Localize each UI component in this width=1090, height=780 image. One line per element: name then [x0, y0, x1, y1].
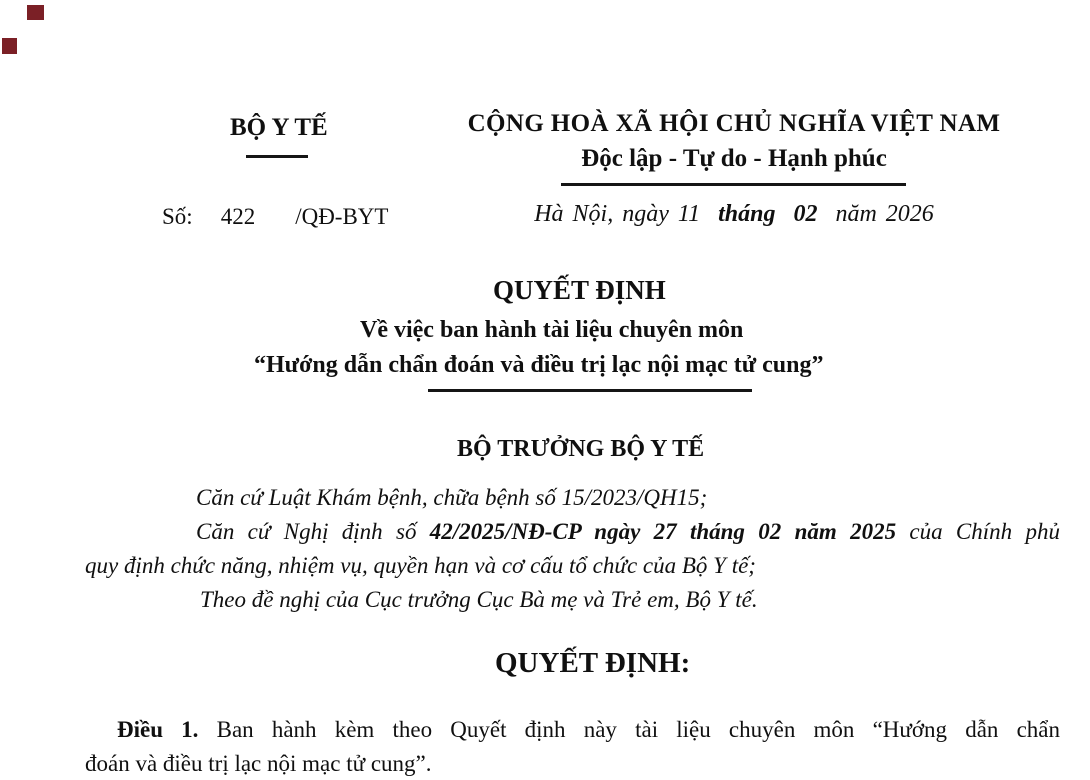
recital-proposal: Theo đề nghị của Cục trưởng Cục Bà mẹ và Trẻ em, Bộ Y tế.: [200, 587, 758, 612]
article-1-line1: Điều 1. Ban hành kèm theo Quyết định này tài liệu chuyên môn “Hướng dẫn chẩn: [117, 717, 1061, 742]
decision-heading: QUYẾT ĐỊNH:: [495, 647, 691, 679]
document-number-line: [162, 203, 388, 232]
national-header: CỘNG HOÀ XÃ HỘI CHỦ NGHĨA VIỆT NAM: [467, 110, 1001, 137]
document-name-underline: [428, 389, 752, 392]
place-date-line: Hà Nội, ngày 11 tháng 02 năm 2026: [534, 201, 934, 227]
org-underline: [246, 155, 308, 158]
issuing-org: BỘ Y TẾ: [230, 114, 328, 141]
number-suffix: /QĐ-BYT: [295, 204, 389, 229]
stamp-mark-1: [27, 5, 44, 20]
recital-decree-line1: Căn cứ Nghị định số 42/2025/NĐ-CP ngày 27 tháng 02 năm 2025 của Chính phủ: [196, 519, 1060, 544]
authority-heading: BỘ TRƯỞNG BỘ Y TẾ: [457, 436, 705, 462]
national-motto: Độc lập - Tự do - Hạnh phúc: [581, 145, 887, 172]
recital-decree-line2: quy định chức năng, nhiệm vụ, quyền hạn và cơ cấu tổ chức của Bộ Y tế;: [85, 553, 756, 578]
article-1-line2: đoán và điều trị lạc nội mạc tử cung”.: [85, 751, 432, 776]
recital-law: Căn cứ Luật Khám bệnh, chữa bệnh số 15/2023/QH15;: [196, 485, 708, 510]
number-value: 422: [220, 204, 256, 229]
number-label: Số:: [162, 204, 193, 229]
motto-underline: [561, 183, 906, 186]
guideline-document-name: “Hướng dẫn chẩn đoán và điều trị lạc nội mạc tử cung”: [254, 352, 824, 378]
stamp-mark-2: [2, 38, 17, 54]
decision-title: QUYẾT ĐỊNH: [493, 275, 666, 305]
decision-subject: Về việc ban hành tài liệu chuyên môn: [360, 317, 744, 343]
